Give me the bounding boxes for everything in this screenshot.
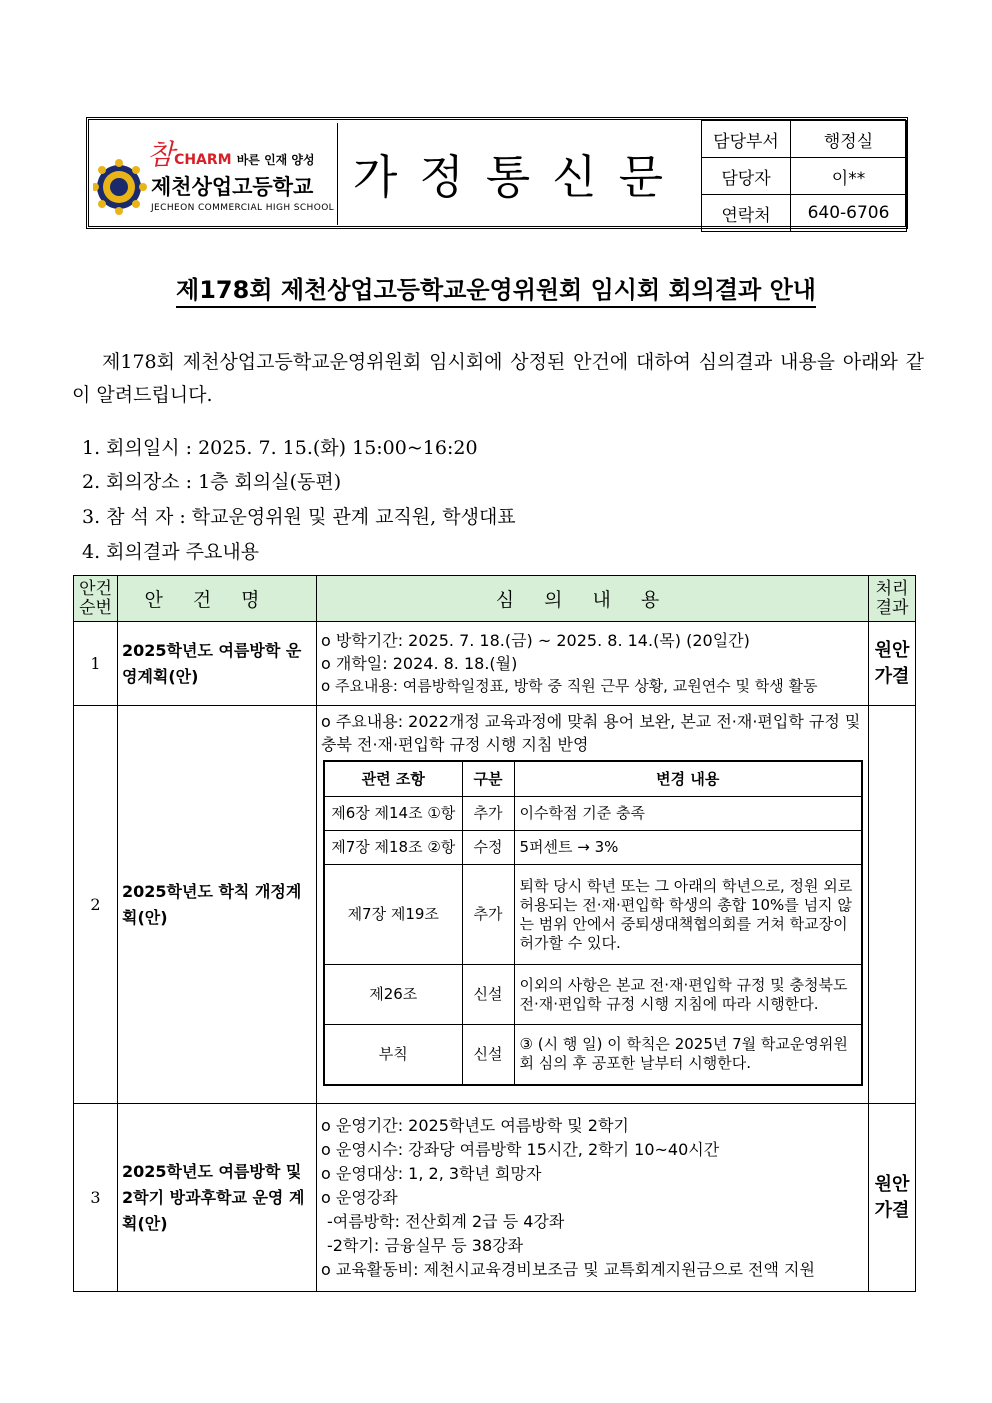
item-attendees: 3. 참 석 자 : 학교운영위원 및 관계 교직원, 학생대표 xyxy=(82,506,516,528)
sub-article: 제26조 xyxy=(324,965,462,1025)
header-result: 처리 결과 xyxy=(869,576,916,622)
agenda-number: 3 xyxy=(74,1104,118,1292)
agenda-name: 2025학년도 여름방학 운영계획(안) xyxy=(118,622,317,706)
sub-header-type: 구분 xyxy=(462,761,514,797)
document-title-text: 제178회 제천상업고등학교운영위원회 임시회 회의결과 안내 xyxy=(176,276,816,308)
slogan-charm-en: CHARM xyxy=(174,152,232,168)
table-row xyxy=(74,622,916,706)
slogan-text: 바른 인재 양성 xyxy=(236,153,315,167)
table-row xyxy=(74,1104,916,1292)
sub-article: 제6장 제14조 ①항 xyxy=(324,797,462,831)
sub-change: 5퍼센트 → 3% xyxy=(514,831,862,865)
content-line: o 주요내용: 2022개정 교육과정에 맞춰 용어 보완, 본교 전·재·편입학 규정 및 충북 전·재·편입학 규정 시행 지침 반영 xyxy=(321,712,861,754)
agenda-content xyxy=(317,622,869,706)
school-name-en: JECHEON COMMERCIAL HIGH SCHOOL xyxy=(151,203,335,213)
sub-type: 신설 xyxy=(462,965,514,1025)
agenda-name: 2025학년도 학칙 개정계획(안) xyxy=(118,706,317,1104)
table-row xyxy=(74,706,916,1104)
sub-change: 퇴학 당시 학년 또는 그 아래의 학년으로, 정원 외로 허용되는 전·재·편입학 학생의 총합 10%를 넘지 않는 범위 안에서 중퇴생대책협의회를 거쳐 학교장이 허가할 수 있다. xyxy=(514,865,862,965)
notice-title-cell xyxy=(337,123,701,225)
content-line: o 운영시수: 강좌당 여름방학 15시간, 2학기 10~40시간 xyxy=(321,1139,720,1159)
manager-value: 이** xyxy=(791,158,907,195)
header-content: 심의내용 xyxy=(317,576,869,622)
sub-type: 신설 xyxy=(462,1025,514,1085)
slogan-charm-ko: 참 xyxy=(147,138,175,171)
agenda-name: 2025학년도 여름방학 및 2학기 방과후학교 운영 계획(안) xyxy=(118,1104,317,1292)
rule-change-table xyxy=(323,760,863,1086)
sub-change: 이수학점 기준 충족 xyxy=(514,797,862,831)
sub-header-article: 관련 조항 xyxy=(324,761,462,797)
contact-value: 640-6706 xyxy=(791,195,907,232)
intro-paragraph: 제178회 제천상업고등학교운영위원회 임시회에 상정된 안건에 대하여 심의결과 내용을 아래와 같이 알려드립니다. xyxy=(72,351,924,406)
content-line: o 교육활동비: 제천시교육경비보조금 및 교특회계지원금으로 전액 지원 xyxy=(321,1259,815,1279)
notice-title: 가정통신문 xyxy=(352,150,686,204)
header-box xyxy=(86,117,908,229)
agenda-result: 원안 가결 xyxy=(869,1104,916,1292)
school-name: 제천상업고등학교 xyxy=(151,175,314,199)
document-title xyxy=(0,270,992,305)
school-logo xyxy=(93,123,338,225)
sub-type: 추가 xyxy=(462,797,514,831)
content-line: o 주요내용: 여름방학일정표, 방학 중 직원 근무 상황, 교원연수 및 학생 활동 xyxy=(321,677,818,695)
contact-label: 연락처 xyxy=(702,195,791,232)
sub-header-change: 변경 내용 xyxy=(514,761,862,797)
sub-article: 제7장 제18조 ②항 xyxy=(324,831,462,865)
content-line: o 개학일: 2024. 8. 18.(월) xyxy=(321,654,518,673)
logo-slogan xyxy=(147,133,315,173)
dept-value: 행정실 xyxy=(791,121,907,158)
item-results-heading: 4. 회의결과 주요내용 xyxy=(82,541,260,563)
item-meeting-place: 2. 회의장소 : 1층 회의실(동편) xyxy=(82,471,342,493)
manager-label: 담당자 xyxy=(702,158,791,195)
content-line: o 운영대상: 1, 2, 3학년 희망자 xyxy=(321,1163,542,1183)
item-meeting-date: 1. 회의일시 : 2025. 7. 15.(화) 15:00~16:20 xyxy=(82,437,478,459)
agenda-content xyxy=(317,1104,869,1292)
sub-change: ③ (시 행 일) 이 학칙은 2025년 7월 학교운영위원회 심의 후 공포한 날부터 시행한다. xyxy=(514,1025,862,1085)
header-agenda-name: 안건명 xyxy=(118,576,317,622)
agenda-number: 1 xyxy=(74,622,118,706)
agenda-number: 2 xyxy=(74,706,118,1104)
agenda-content xyxy=(317,706,869,1104)
content-line: o 방학기간: 2025. 7. 18.(금) ~ 2025. 8. 14.(목) (20일간) xyxy=(321,631,750,650)
content-line: -여름방학: 전산회계 2급 등 4강좌 xyxy=(327,1211,565,1231)
sub-article: 부칙 xyxy=(324,1025,462,1085)
results-table xyxy=(73,575,916,1292)
dept-label: 담당부서 xyxy=(702,121,791,158)
sub-change: 이외의 사항은 본교 전·재·편입학 규정 및 충청북도 전·재·편입학 규정 시행 지침에 따라 시행한다. xyxy=(514,965,862,1025)
agenda-result xyxy=(869,706,916,1104)
content-line: -2학기: 금융실무 등 38강좌 xyxy=(327,1235,524,1255)
sub-type: 추가 xyxy=(462,865,514,965)
agenda-result: 원안 가결 xyxy=(869,622,916,706)
content-line: o 운영기간: 2025학년도 여름방학 및 2학기 xyxy=(321,1115,629,1135)
contact-info-table xyxy=(701,120,907,232)
content-line: o 운영강좌 xyxy=(321,1187,398,1207)
sub-type: 수정 xyxy=(462,831,514,865)
header-agenda-no: 안건 순번 xyxy=(74,576,118,622)
sub-article: 제7장 제19조 xyxy=(324,865,462,965)
